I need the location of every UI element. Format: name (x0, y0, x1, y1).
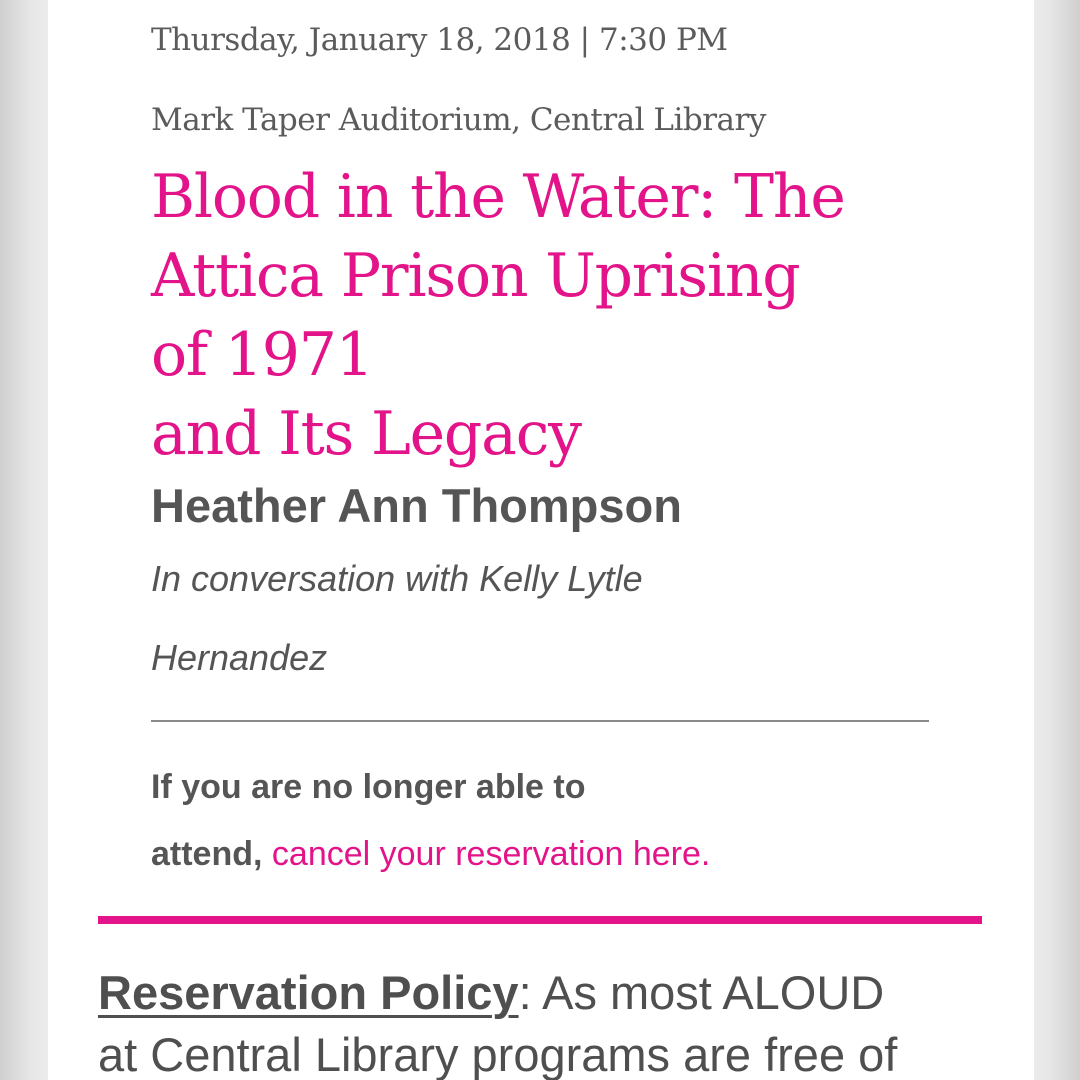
right-frame-border (1032, 0, 1080, 1080)
policy-text: : As most ALOUD (518, 966, 885, 1019)
cancel-notice-prefix: attend, (151, 835, 272, 873)
cancel-notice-line: If you are no longer able to (151, 768, 586, 806)
event-title (151, 158, 941, 474)
conversation-line: In conversation with Kelly Lytle (151, 558, 643, 599)
accent-divider (98, 916, 982, 924)
cancel-notice-line-2 (151, 835, 710, 874)
email-page (48, 0, 1034, 1080)
policy-line: at Central Library programs are free of (98, 1028, 898, 1080)
author-name: Heather Ann Thompson (151, 479, 682, 532)
conversation-line: Hernandez (151, 637, 328, 678)
policy-heading: Reservation Policy (98, 966, 519, 1019)
event-title-line: Blood in the Water: The (151, 162, 845, 232)
left-frame-border (0, 0, 48, 1080)
reservation-policy (98, 962, 998, 1080)
event-venue: Mark Taper Auditorium, Central Library (151, 102, 766, 138)
event-title-line: of 1971 (151, 320, 373, 390)
event-datetime: Thursday, January 18, 2018 | 7:30 PM (151, 22, 728, 58)
cancel-reservation-link[interactable]: cancel your reservation here. (271, 835, 711, 873)
event-title-line: Attica Prison Uprising (151, 241, 800, 311)
policy-line (98, 962, 998, 1024)
event-title-line: and Its Legacy (151, 399, 581, 469)
section-divider (151, 720, 929, 722)
